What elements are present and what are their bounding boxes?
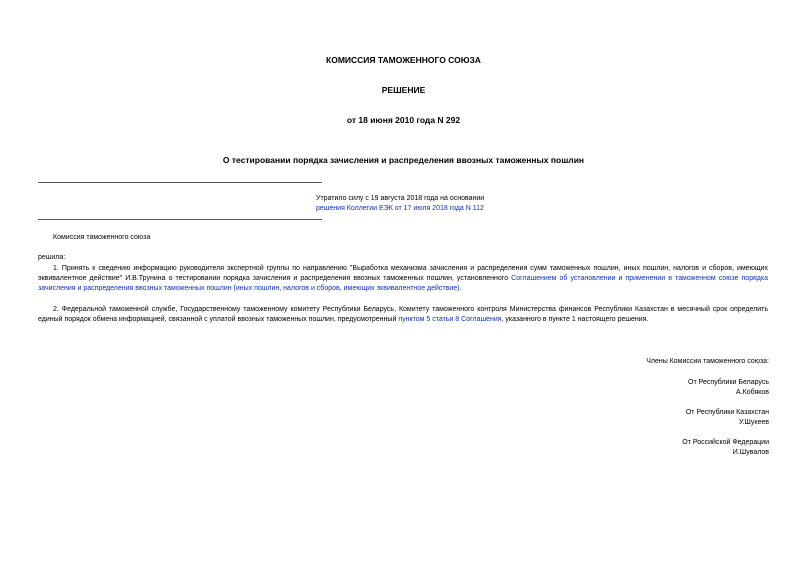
status-note-text: Утратило силу с 19 августа 2018 года на основании bbox=[316, 195, 485, 202]
repeal-decision-link[interactable]: решения Коллегии ЕЭК от 17 июля 2018 года N 112 bbox=[316, 205, 484, 212]
signatures-heading: Члены Комиссии таможенного союза: bbox=[646, 358, 769, 365]
agreement-article-link[interactable]: пунктом 5 статьи 8 Соглашения bbox=[398, 316, 502, 323]
date-number-heading: от 18 июня 2010 года N 292 bbox=[346, 115, 461, 125]
agreement-link[interactable]: Соглашением об установлении и применении в таможенном союзе порядка зачисления и распределения ввозных таможенных пошлин (иных пошлин, налогов и сборов, имеющих эквивалентное действие) bbox=[38, 275, 769, 292]
doc-type-heading: РЕШЕНИЕ bbox=[381, 85, 426, 95]
decided-text: решила: bbox=[38, 254, 66, 261]
bottom-divider bbox=[38, 219, 322, 220]
signatory-name: А.Кобяков bbox=[736, 389, 769, 396]
paragraph-1-end: . bbox=[459, 285, 462, 292]
document-title: О тестировании порядка зачисления и распределения ввозных таможенных пошлин bbox=[222, 155, 585, 165]
org-heading: КОМИССИЯ ТАМОЖЕННОГО СОЮЗА bbox=[326, 55, 481, 65]
paragraph-2-text: 2. Федеральной таможенной службе, Государственному таможенному комитету Республики Беларусь, Комитету таможенного контроля Министерства финансов Республики Казахстан в месячный срок определить единый порядок обмена информацией, связанной с уплатой ввозных таможенных пошлин, предусмотренный bbox=[38, 306, 768, 323]
signatory-country: От Республики Беларусь bbox=[688, 379, 769, 386]
intro-text: Комиссия таможенного союза bbox=[53, 234, 151, 241]
signatory-name: У.Шукеев bbox=[738, 419, 769, 426]
top-divider bbox=[38, 182, 322, 183]
signatory-name: И.Шувалов bbox=[732, 449, 769, 456]
paragraph-2-end: , указанного в пункте 1 настоящего решения. bbox=[501, 316, 649, 323]
signatory-country: От Российской Федерации bbox=[682, 439, 769, 446]
signatory-country: От Республики Казахстан bbox=[685, 409, 769, 416]
paragraph-2 bbox=[38, 305, 768, 325]
paragraph-1 bbox=[38, 264, 768, 294]
paragraph-1-text: 1. Принять к сведению информацию руководителя экспертной группы по направлению "Выработка механизма зачисления и распределения сумм таможенных пошлин, иных пошлин, налогов и сборов, имеющих эквивалентное действие" И.В.Трунина о тестировании порядка зачисления и распределения ввозных таможенных пошлин, установленного bbox=[38, 265, 768, 282]
